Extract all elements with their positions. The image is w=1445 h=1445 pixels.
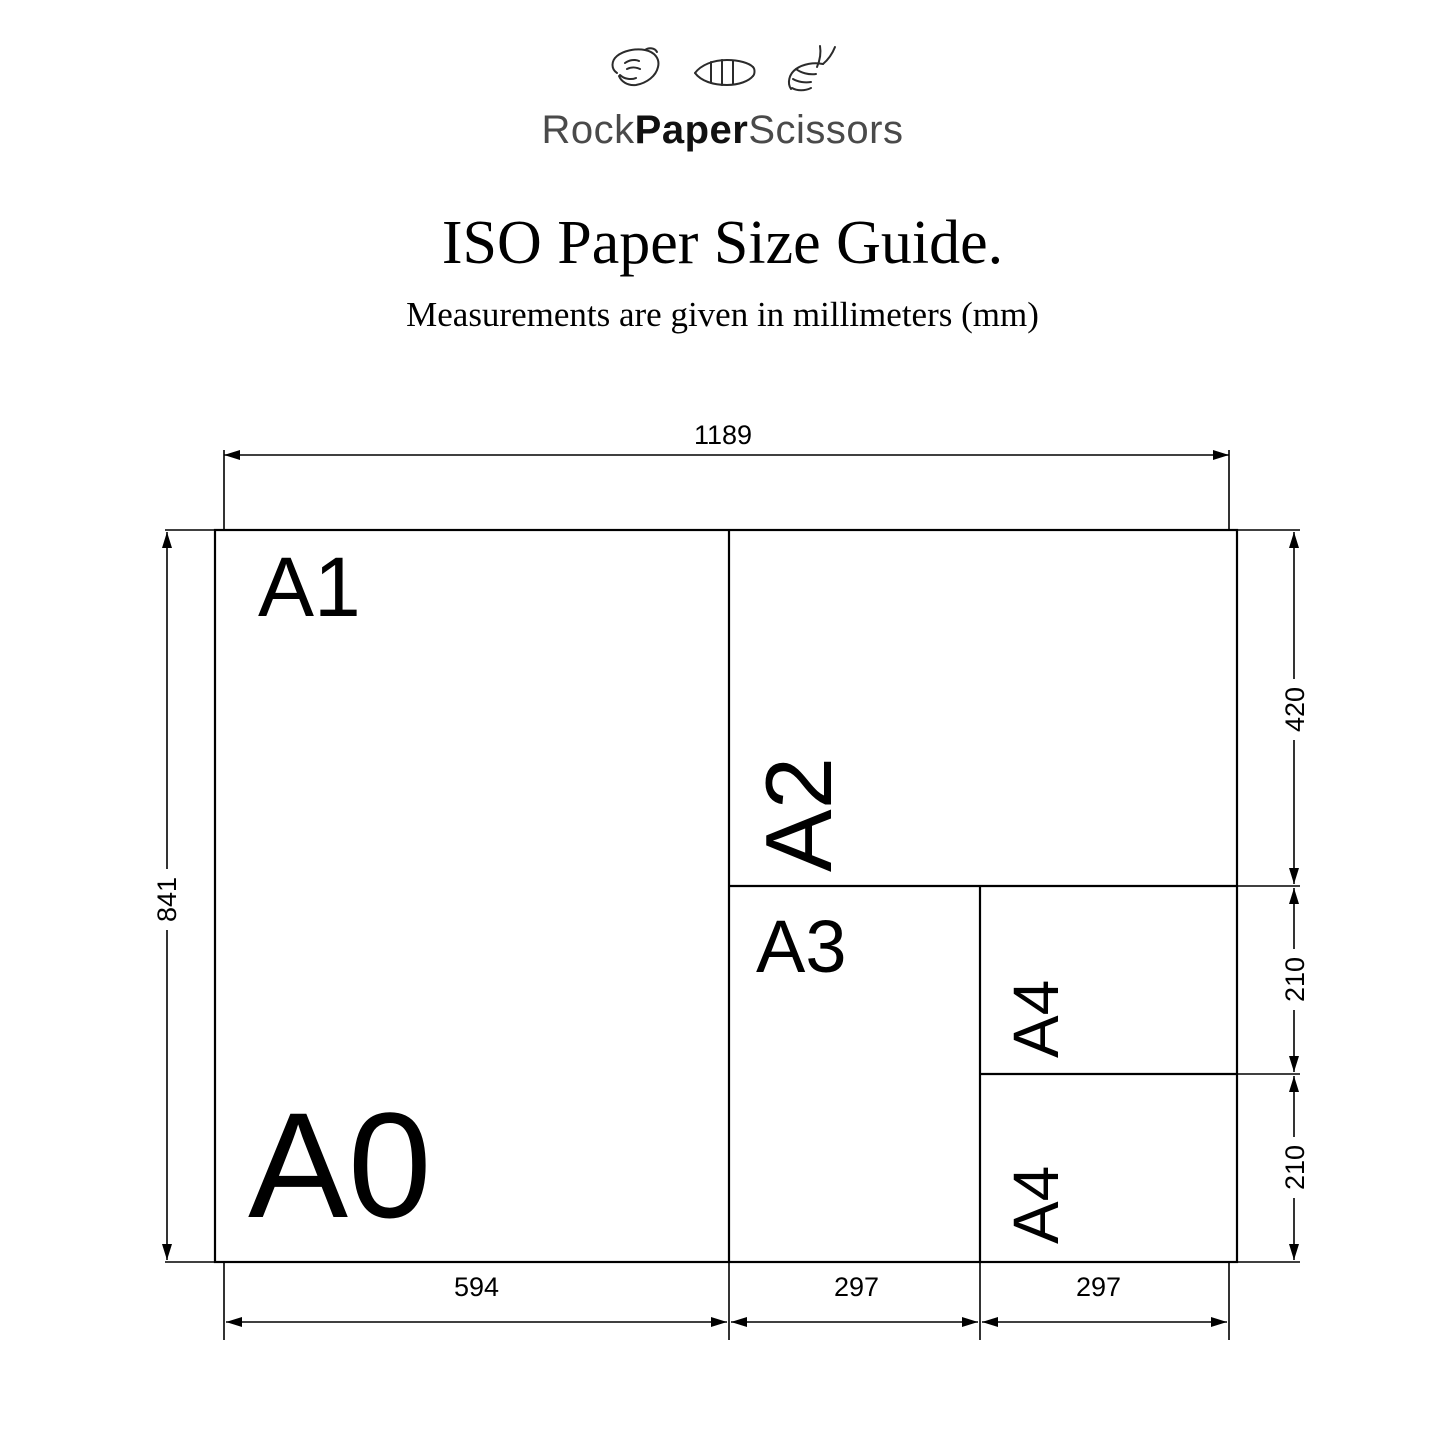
dim-right-420: 420 — [1280, 679, 1311, 740]
dim-bottom-297-right: 297 — [1068, 1272, 1129, 1303]
dim-bottom-297-left: 297 — [826, 1272, 887, 1303]
label-a4-upper: A4 — [1000, 979, 1072, 1058]
dim-right-210-lower: 210 — [1280, 1137, 1311, 1198]
label-a1: A1 — [258, 540, 361, 634]
label-a3: A3 — [756, 905, 847, 988]
label-a0: A0 — [248, 1081, 432, 1249]
brand-word-paper: Paper — [634, 108, 749, 152]
page-title: ISO Paper Size Guide. — [441, 209, 1004, 277]
brand-word-scissors: Scissors — [748, 108, 904, 152]
dim-top-width: 1189 — [686, 420, 760, 451]
dim-left-height: 841 — [152, 869, 183, 930]
page-subtitle: Measurements are given in millimeters (mm) — [406, 295, 1039, 334]
label-a4-lower: A4 — [1000, 1165, 1072, 1244]
dim-bottom-594: 594 — [446, 1272, 507, 1303]
brand-word-rock: Rock — [541, 108, 635, 152]
dim-right-210-upper: 210 — [1280, 949, 1311, 1010]
label-a2: A2 — [746, 757, 851, 872]
